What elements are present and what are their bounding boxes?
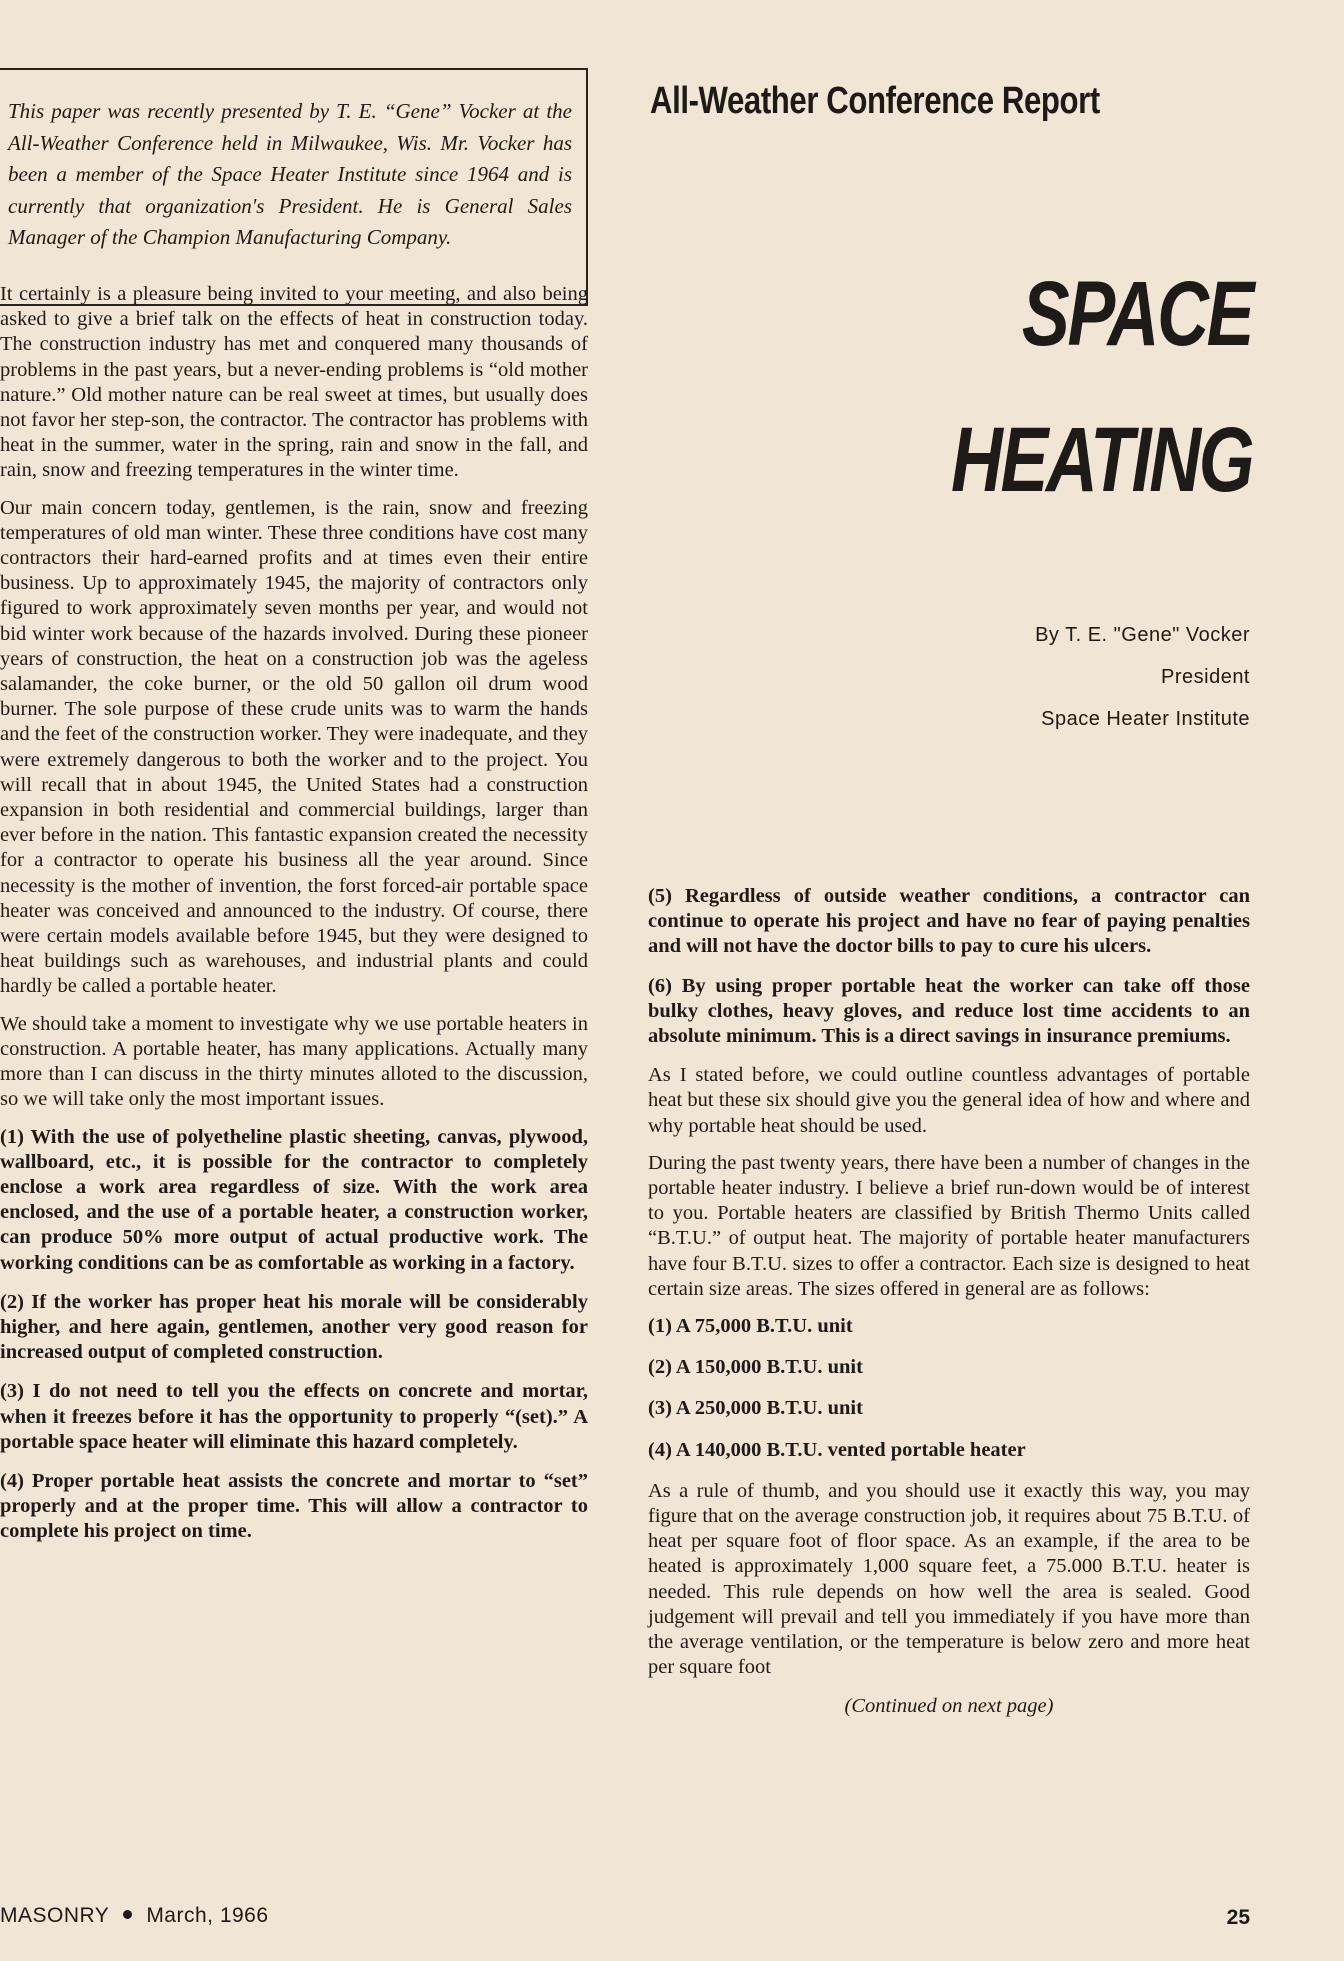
conference-report-heading: All-Weather Conference Report [650,80,1100,122]
footer-publication [0,1904,269,1928]
page-number: 25 [1226,1906,1250,1929]
point-1: (1) With the use of polyetheline plastic sheeting, canvas, plywood, wallboard, etc., it is possible for the contractor to completely enclose a work area regardless of size. With the work area enclosed, and the use of a portable heater, a construction worker, can produce 50% more output of actual productive work. The working conditions can be as comfortable as working in a factory. [0,1125,588,1274]
list-item: (1) A 75,000 B.T.U. unit [648,1315,853,1338]
intro-box [0,68,588,306]
right-paragraph-2: During the past twenty years, there have been a number of changes in the portable heater industry. I believe a brief run-down would be of interest to you. Portable heaters are classified by British Thermo Units called “B.T.U.” of output heat. The majority of portable heater manufacturers have four B.T.U. sizes to offer a contractor. Each size is designed to heat certain size areas. The sizes offered in general are as follows: [648,1151,1250,1300]
list-item: (2) A 150,000 B.T.U. unit [648,1356,863,1379]
point-6: (6) By using proper portable heat the worker can take off those bulky clothes, heavy gloves, and reduce lost time accidents to an absolute minimum. This is a direct savings in insurance premiums. [648,974,1250,1048]
magazine-name: MASONRY [0,1904,110,1927]
left-paragraph-1: It certainly is a pleasure being invited to your meeting, and also being asked to give a brief talk on the effects of heat in construction today. The construction industry has met and conquered many thousands of problems in the past years, but a never-ending problems is “old mother nature.” Old mother nature can be real sweet at times, but usually does not favor her step-son, the contractor. The contractor has problems with heat in the summer, water in the spring, rain and snow in the fall, and rain, snow and freezing temperatures in the winter time. [0,283,588,482]
continued-note: (Continued on next page) [844,1695,1054,1718]
point-3: (3) I do not need to tell you the effects on concrete and mortar, when it freezes before it has the opportunity to properly “(set).” A portable space heater will eliminate this hazard completely. [0,1380,588,1453]
left-paragraph-3: We should take a moment to investigate why we use portable heaters in construction. A portable heater, has many applications. Actually many more than I can discuss in the thirty minutes alloted to the discussion, so we will take only the most important issues. [0,1012,588,1111]
point-4: (4) Proper portable heat assists the concrete and mortar to “set” properly and at the proper time. This will allow a contractor to complete his project on time. [0,1469,588,1543]
title-heating: HEATING [950,409,1252,511]
bullet-icon [123,1910,132,1919]
left-body [0,282,588,1559]
left-column [0,68,588,306]
intro-text: This paper was recently presented by T. E. “Gene” Vocker at the All-Weather Conference held in Milwaukee, Wis. Mr. Vocker has been a member of the Space Heater Institute since 1964 and is currently that organization's President. He is General Sales Manager of the Champion Manufacturing Company. [8,99,572,249]
byline-role: President [1161,666,1250,688]
left-paragraph-2: Our main concern today, gentlemen, is the rain, snow and freezing temperatures of old man winter. These three conditions have cost many contractors their hard-earned profits and at times even their entire business. Up to approximately 1945, the majority of contractors only figured to work approximately seven months per year, and would not bid winter work because of the hazards involved. During these pioneer years of construction, the heat on a construction job was the ageless salamander, the coke burner, or the old 50 gallon oil drum wood burner. The sole purpose of these crude units was to warm the hands and the feet of the construction worker. They were inadequate, and they were extremely dangerous to both the worker and to the project. You will recall that in about 1945, the United States had a construction expansion in both residential and commercial buildings, larger than ever before in the nation. This fantastic expansion created the necessity for a contractor to operate his business all the year around. Since necessity is the mother of invention, the forst forced-air portable space heater was conceived and announced to the industry. Of course, there were certain models available before 1945, but they were designed to heat buildings such as warehouses, and industrial plants and could hardly be called a portable heater. [0,496,588,998]
right-paragraph-3: As a rule of thumb, and you should use it exactly this way, you may figure that on the average construction job, it requires about 75 B.T.U. of heat per square foot of floor space. As an example, if the area to be heated is approximately 1,000 square feet, a 75.000 B.T.U. heater is needed. This rule depends on how well the area is sealed. Good judgement will prevail and tell you immediately if you have more than the average ventilation, or the temperature is below zero and more heat per square foot [648,1479,1250,1679]
list-item: (3) A 250,000 B.T.U. unit [648,1397,863,1420]
point-2: (2) If the worker has proper heat his morale will be considerably higher, and here again, gentlemen, another very good reason for increased output of completed construction. [0,1290,588,1364]
point-5: (5) Regardless of outside weather conditions, a contractor can continue to operate his project and have no fear of paying penalties and will not have the doctor bills to pay to cure his ulcers. [648,885,1250,958]
right-paragraph-1: As I stated before, we could outline countless advantages of portable heat but these six should give you the general idea of how and where and why portable heat should be used. [648,1064,1250,1137]
byline-author: By T. E. "Gene" Vocker [1035,624,1250,646]
list-item: (4) A 140,000 B.T.U. vented portable heater [648,1438,1026,1461]
issue-date: March, 1966 [146,1904,269,1927]
right-body [648,884,1250,1720]
byline-org: Space Heater Institute [1041,708,1250,730]
btu-size-list [648,1314,1250,1463]
title-space: SPACE [1021,263,1252,365]
